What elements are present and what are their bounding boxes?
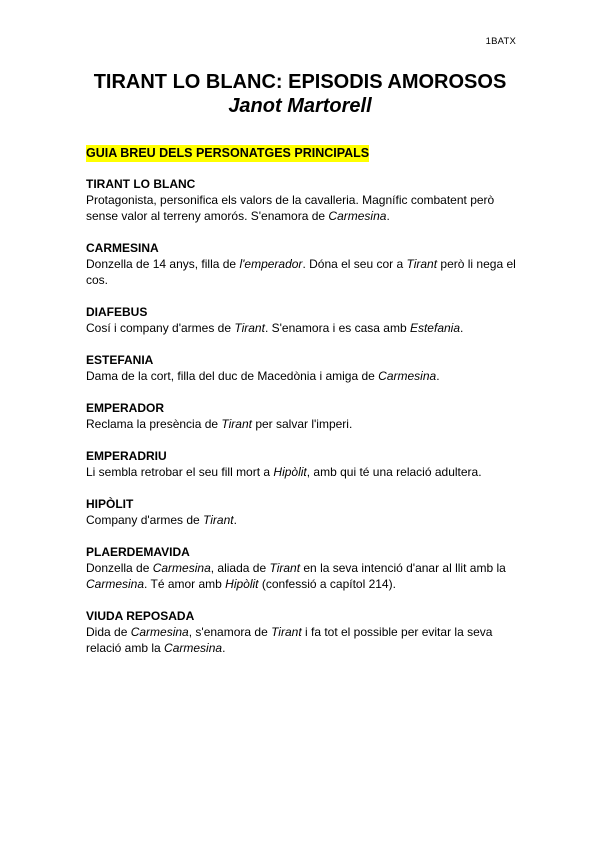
character-description xyxy=(86,320,526,336)
description-text: . xyxy=(386,209,390,223)
character-description xyxy=(86,416,526,432)
character-name: VIUDA REPOSADA xyxy=(86,609,195,623)
document-title: TIRANT LO BLANC: EPISODIS AMOROSOS xyxy=(93,71,507,93)
character-reference: Hipòlit xyxy=(225,577,259,591)
character-reference: Tirant xyxy=(203,513,234,527)
character-reference: Carmesina xyxy=(130,625,189,639)
character-entry xyxy=(86,400,526,432)
character-reference: Tirant xyxy=(269,561,301,575)
character-entry xyxy=(86,448,526,480)
character-reference: Tirant xyxy=(234,321,265,335)
character-name: CARMESINA xyxy=(86,241,159,255)
character-entry xyxy=(86,352,526,384)
character-reference: l'emperador xyxy=(239,257,303,271)
character-reference: Carmesina xyxy=(378,369,437,383)
document-author: Janot Martorell xyxy=(228,95,372,117)
description-text: Cosí i company d'armes de xyxy=(86,321,235,335)
character-entry xyxy=(86,304,526,336)
character-name: ESTEFANIA xyxy=(86,353,154,367)
description-text: Dida de xyxy=(86,625,131,639)
character-reference: Hipòlit xyxy=(273,465,307,479)
description-text: Donzella de xyxy=(86,561,153,575)
description-text: . xyxy=(233,513,237,527)
section-heading: GUIA BREU DELS PERSONATGES PRINCIPALS xyxy=(86,146,370,160)
description-text: , s'enamora de xyxy=(188,625,272,639)
character-description xyxy=(86,512,526,528)
character-description xyxy=(86,624,526,656)
character-reference: Carmesina xyxy=(86,577,145,591)
character-description xyxy=(86,256,526,288)
title-block xyxy=(0,70,600,118)
character-reference: Tirant xyxy=(221,417,252,431)
character-entry xyxy=(86,176,526,224)
character-name: HIPÒLIT xyxy=(86,497,134,511)
character-description xyxy=(86,560,526,592)
character-description xyxy=(86,368,526,384)
character-reference: Estefania xyxy=(409,321,461,335)
description-text: i fa tot el possible per evitar la seva relació amb la xyxy=(86,625,493,655)
description-text: (confessió a capítol 214). xyxy=(258,577,396,591)
description-text: , aliada de xyxy=(210,561,270,575)
character-name: PLAERDEMAVIDA xyxy=(86,545,190,559)
description-text: Company d'armes de xyxy=(86,513,204,527)
description-text: Protagonista, personifica els valors de la cavalleria. Magnífic combatent però sense valor al terreny amorós. S'enamora de xyxy=(86,193,495,223)
description-text: . Té amor amb xyxy=(144,577,226,591)
description-text: , amb qui té una relació adultera. xyxy=(306,465,482,479)
character-name: TIRANT LO BLANC xyxy=(86,177,196,191)
description-text: . xyxy=(436,369,440,383)
description-text: Reclama la presència de xyxy=(86,417,222,431)
character-name: EMPERADRIU xyxy=(86,449,167,463)
character-entry xyxy=(86,544,526,592)
character-reference: Carmesina xyxy=(164,641,223,655)
character-name: DIAFEBUS xyxy=(86,305,148,319)
description-text: en la seva intenció d'anar al llit amb la xyxy=(300,561,506,575)
description-text: . Dóna el seu cor a xyxy=(302,257,407,271)
character-reference: Tirant xyxy=(406,257,438,271)
description-text: per salvar l'imperi. xyxy=(251,417,353,431)
course-label: 1BATX xyxy=(485,36,516,47)
description-text: Donzella de 14 anys, filla de xyxy=(86,257,240,271)
character-description xyxy=(86,192,526,224)
character-reference: Carmesina xyxy=(328,209,387,223)
description-text: . S'enamora i es casa amb xyxy=(264,321,410,335)
character-entry xyxy=(86,240,526,288)
character-reference: Carmesina xyxy=(152,561,211,575)
description-text: . xyxy=(222,641,226,655)
character-entry xyxy=(86,496,526,528)
character-reference: Tirant xyxy=(271,625,302,639)
character-list xyxy=(86,176,526,672)
character-description xyxy=(86,464,526,480)
character-name: EMPERADOR xyxy=(86,401,165,415)
character-entry xyxy=(86,608,526,656)
description-text: Li sembla retrobar el seu fill mort a xyxy=(86,465,274,479)
description-text: . xyxy=(460,321,464,335)
description-text: Dama de la cort, filla del duc de Macedònia i amiga de xyxy=(86,369,379,383)
description-text: però li nega el cos. xyxy=(86,257,516,287)
